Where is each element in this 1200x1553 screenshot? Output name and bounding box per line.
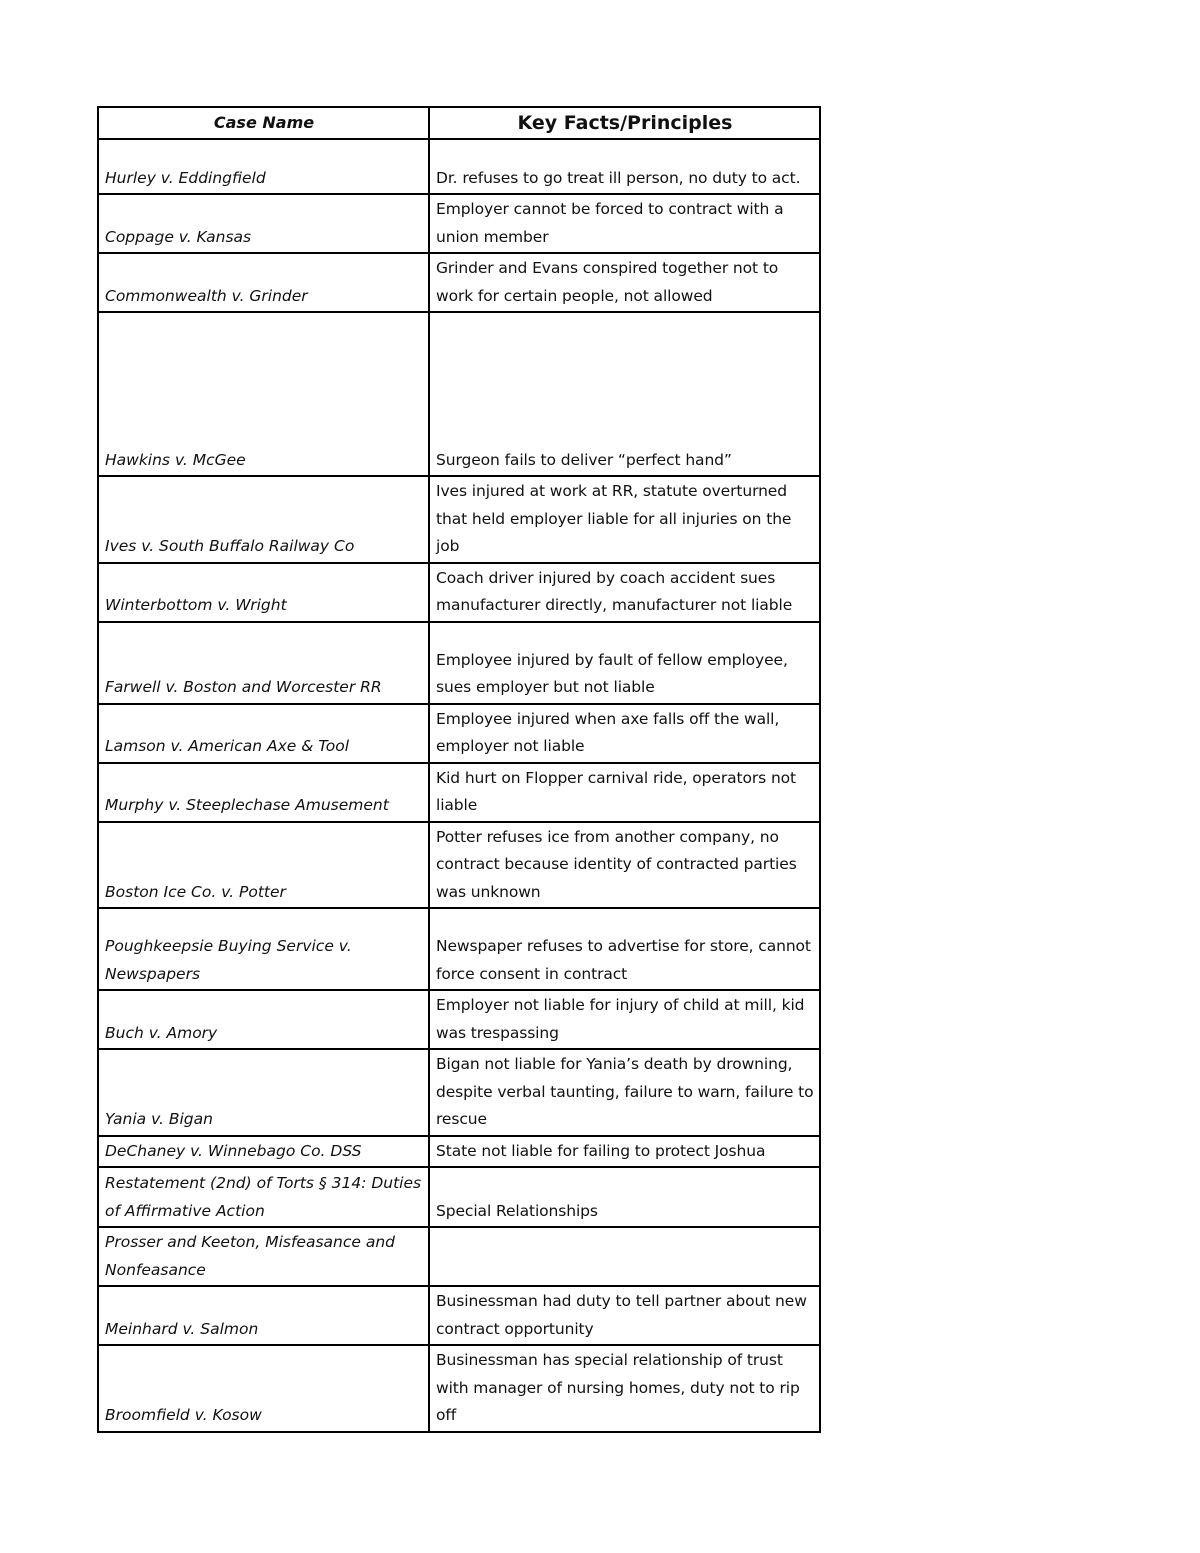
- key-facts-cell: Grinder and Evans conspired together not to work for certain people, not allowed: [429, 253, 820, 312]
- table-row: [98, 1345, 820, 1432]
- table-row: [98, 763, 820, 822]
- table-row: [98, 1049, 820, 1136]
- key-facts-cell: Bigan not liable for Yania’s death by drowning, despite verbal taunting, failure to warn, failure to rescue: [429, 1049, 820, 1136]
- key-facts-cell: State not liable for failing to protect Joshua: [429, 1136, 820, 1168]
- table-row: [98, 704, 820, 763]
- table-row: [98, 908, 820, 990]
- key-facts-cell: Special Relationships: [429, 1167, 820, 1227]
- case-name-cell: Broomfield v. Kosow: [98, 1345, 429, 1432]
- key-facts-cell: [429, 1227, 820, 1286]
- table-row: [98, 139, 820, 194]
- case-name-cell: Poughkeepsie Buying Service v. Newspapers: [98, 908, 429, 990]
- key-facts-cell: Employer cannot be forced to contract with a union member: [429, 194, 820, 253]
- case-name-cell: Hawkins v. McGee: [98, 312, 429, 476]
- key-facts-cell: Ives injured at work at RR, statute overturned that held employer liable for all injuries on the job: [429, 476, 820, 563]
- key-facts-cell: Businessman had duty to tell partner about new contract opportunity: [429, 1286, 820, 1345]
- case-name-cell: Prosser and Keeton, Misfeasance and Nonfeasance: [98, 1227, 429, 1286]
- case-name-cell: Coppage v. Kansas: [98, 194, 429, 253]
- table-row: [98, 1227, 820, 1286]
- case-name-cell: Ives v. South Buffalo Railway Co: [98, 476, 429, 563]
- case-name-cell: Yania v. Bigan: [98, 1049, 429, 1136]
- key-facts-cell: Surgeon fails to deliver “perfect hand”: [429, 312, 820, 476]
- table-row: [98, 194, 820, 253]
- case-name-cell: Farwell v. Boston and Worcester RR: [98, 622, 429, 704]
- header-case-name: Case Name: [98, 107, 429, 139]
- table-row: [98, 990, 820, 1049]
- case-name-cell: Meinhard v. Salmon: [98, 1286, 429, 1345]
- key-facts-cell: Businessman has special relationship of trust with manager of nursing homes, duty not to rip off: [429, 1345, 820, 1432]
- case-name-cell: Buch v. Amory: [98, 990, 429, 1049]
- table-row: [98, 253, 820, 312]
- case-name-cell: Boston Ice Co. v. Potter: [98, 822, 429, 909]
- table-row: [98, 1286, 820, 1345]
- table-row: [98, 822, 820, 909]
- key-facts-cell: Coach driver injured by coach accident sues manufacturer directly, manufacturer not liable: [429, 563, 820, 622]
- table-row: [98, 1167, 820, 1227]
- table-row: [98, 476, 820, 563]
- key-facts-cell: Potter refuses ice from another company, no contract because identity of contracted parties was unknown: [429, 822, 820, 909]
- key-facts-cell: Newspaper refuses to advertise for store, cannot force consent in contract: [429, 908, 820, 990]
- header-key-facts: Key Facts/Principles: [429, 107, 820, 139]
- case-name-cell: Lamson v. American Axe & Tool: [98, 704, 429, 763]
- key-facts-cell: Employer not liable for injury of child at mill, kid was trespassing: [429, 990, 820, 1049]
- case-name-cell: Hurley v. Eddingfield: [98, 139, 429, 194]
- table-row: [98, 563, 820, 622]
- case-name-cell: Commonwealth v. Grinder: [98, 253, 429, 312]
- case-name-cell: Winterbottom v. Wright: [98, 563, 429, 622]
- table-row: [98, 1136, 820, 1168]
- case-name-cell: Restatement (2nd) of Torts § 314: Duties of Affirmative Action: [98, 1167, 429, 1227]
- table-row: [98, 312, 820, 476]
- header-row: [98, 107, 820, 139]
- case-name-cell: DeChaney v. Winnebago Co. DSS: [98, 1136, 429, 1168]
- case-table: [97, 106, 821, 1433]
- case-name-cell: Murphy v. Steeplechase Amusement: [98, 763, 429, 822]
- table-row: [98, 622, 820, 704]
- key-facts-cell: Employee injured by fault of fellow employee, sues employer but not liable: [429, 622, 820, 704]
- key-facts-cell: Dr. refuses to go treat ill person, no duty to act.: [429, 139, 820, 194]
- key-facts-cell: Kid hurt on Flopper carnival ride, operators not liable: [429, 763, 820, 822]
- key-facts-cell: Employee injured when axe falls off the wall, employer not liable: [429, 704, 820, 763]
